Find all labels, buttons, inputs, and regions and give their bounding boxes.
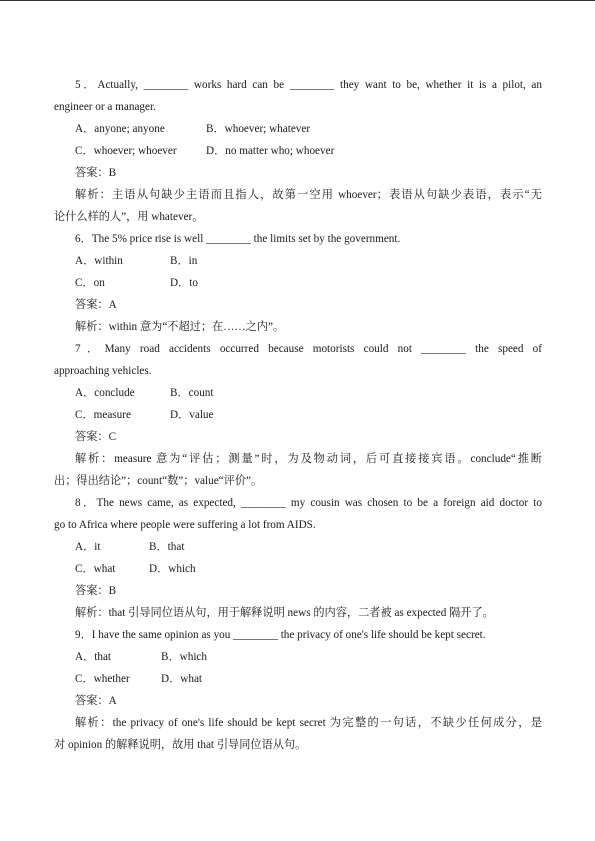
question-8-line-2: go to Africa where people were suffering a lot from AIDS. xyxy=(54,519,316,531)
question-5-explanation-line-1: 解析：主语从句缺少主语而且指人，故第一空用 whoever；表语从句缺少表语，表示“无 xyxy=(75,189,542,201)
question-5-answer: 答案：B xyxy=(75,167,117,179)
option-c: C．on xyxy=(75,277,105,289)
question-9-line-1: 9．I have the same opinion as you ________ the privacy of one's life should be kept secret. xyxy=(75,629,486,641)
question-7-explanation-line-2: 出；得出结论”；count“数”；value“评价”。 xyxy=(54,475,263,487)
option-b: B．in xyxy=(170,255,198,267)
document-page xyxy=(54,74,542,756)
option-b: B．whoever; whatever xyxy=(206,123,311,135)
question-6-explanation-line-1: 解析：within 意为“不超过；在……之内”。 xyxy=(75,321,285,333)
question-9-options-row-2 xyxy=(54,668,542,690)
question-7-line-2: approaching vehicles. xyxy=(54,365,152,377)
option-a: A．conclude xyxy=(75,387,135,399)
option-c: C．whoever; whoever xyxy=(75,145,177,157)
question-9-explanation-line-1: 解析：the privacy of one's life should be kept secret 为完整的一句话，不缺少任何成分，是 xyxy=(75,717,542,729)
question-8-options-row-1 xyxy=(54,536,542,558)
question-5-options-row-1 xyxy=(54,118,542,140)
question-7-answer: 答案：C xyxy=(75,431,117,443)
option-b: B．that xyxy=(149,541,185,553)
question-7-line-1: 7．Many road accidents occurred because motorists could not ________ the speed of xyxy=(75,343,542,355)
question-8-options-row-2 xyxy=(54,558,542,580)
question-7-explanation-line-1: 解析：measure 意为“评估；测量”时，为及物动词，后可直接接宾语。conclude“推断 xyxy=(75,453,542,465)
question-6-options-row-2 xyxy=(54,272,542,294)
question-5-options-row-2 xyxy=(54,140,542,162)
option-a: A．within xyxy=(75,255,123,267)
option-c: C．measure xyxy=(75,409,131,421)
question-7-options-row-2 xyxy=(54,404,542,426)
option-c: C．what xyxy=(75,563,116,575)
question-8-explanation-line-1: 解析：that 引导同位语从句，用于解释说明 news 的内容，二者被 as expected 隔开了。 xyxy=(75,607,494,619)
question-5-line-2: engineer or a manager. xyxy=(54,101,156,113)
option-a: A．it xyxy=(75,541,101,553)
question-8-answer: 答案：B xyxy=(75,585,117,597)
top-rule xyxy=(0,0,595,1)
question-5-explanation-line-2: 论什么样的人”，用 whatever。 xyxy=(54,211,204,223)
option-b: B．count xyxy=(170,387,214,399)
question-8-line-1: 8．The news came, as expected, ________ my cousin was chosen to be a foreign aid doctor to xyxy=(75,497,542,509)
option-d: D．which xyxy=(149,563,196,575)
question-7-options-row-1 xyxy=(54,382,542,404)
option-b: B．which xyxy=(161,651,207,663)
question-9-answer: 答案：A xyxy=(75,695,117,707)
option-d: D．value xyxy=(170,409,214,421)
option-d: D．no matter who; whoever xyxy=(206,145,335,157)
option-d: D．to xyxy=(170,277,198,289)
question-6-answer: 答案：A xyxy=(75,299,117,311)
option-c: C．whether xyxy=(75,673,130,685)
question-9-explanation-line-2: 对 opinion 的解释说明，故用 that 引导同位语从句。 xyxy=(54,739,307,751)
option-a: A．that xyxy=(75,651,112,663)
question-5-line-1: 5．Actually, ________ works hard can be ________ they want to be, whether it is a pilot, an xyxy=(75,79,542,91)
question-9-options-row-1 xyxy=(54,646,542,668)
option-d: D．what xyxy=(161,673,203,685)
option-a: A．anyone; anyone xyxy=(75,123,165,135)
question-6-options-row-1 xyxy=(54,250,542,272)
question-6-line-1: 6．The 5% price rise is well ________ the limits set by the government. xyxy=(75,233,401,245)
